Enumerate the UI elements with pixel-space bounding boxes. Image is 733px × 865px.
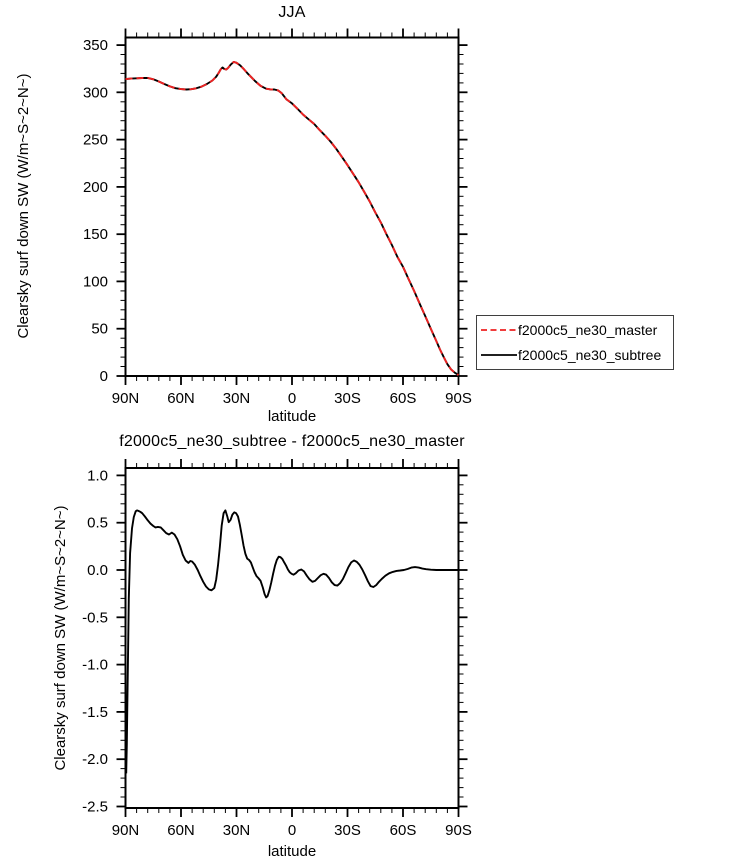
top-chart-x-tick-label: 30N [222, 390, 251, 407]
bottom-chart-x-tick-label: 30S [334, 822, 361, 839]
top-chart-y-tick-label: 250 [82, 131, 108, 149]
top-chart-x-tick-label: 90S [445, 390, 472, 407]
legend-label-master: f2000c5_ne30_master [518, 322, 658, 338]
bottom-chart-y-tick-label: -1.5 [82, 703, 108, 721]
bottom-chart-series-solid [126, 510, 458, 773]
legend-entry-subtree [477, 343, 673, 368]
top-chart-y-tick-label: 300 [82, 84, 108, 102]
solid-black-line-icon [480, 352, 518, 358]
bottom-chart-y-tick-label: -2.5 [82, 798, 108, 816]
bottom-chart-frame [126, 468, 459, 808]
top-chart-x-tick-label: 30S [334, 390, 361, 407]
top-chart-x-axis-label: latitude [267, 408, 317, 425]
top-chart-x-tick-label: 90N [111, 390, 140, 407]
bottom-chart-title: f2000c5_ne30_subtree - f2000c5_ne30_master [119, 433, 465, 450]
top-chart-series-solid [126, 62, 459, 375]
top-chart-y-axis-label: Clearsky surf down SW (W/m~S~2~N~) [15, 73, 32, 339]
bottom-chart-x-tick-label: 60S [389, 822, 417, 839]
bottom-chart-x-tick-label: 60N [167, 822, 195, 839]
bottom-chart-y-axis-label: Clearsky surf down SW (W/m~S~2~N~) [52, 505, 69, 771]
bottom-chart-y-tick-label: -2.0 [82, 751, 108, 769]
top-chart-y-tick-label: 350 [82, 37, 108, 55]
legend-box [476, 315, 674, 370]
bottom-chart-x-axis-label: latitude [267, 843, 317, 860]
bottom-chart-y-tick-label: -0.5 [82, 609, 108, 627]
top-chart-y-tick-label: 50 [91, 320, 108, 338]
top-chart-x-tick-label: 60N [167, 390, 195, 407]
bottom-chart-y-tick-label: -1.0 [82, 656, 108, 674]
top-chart-series-dashed [126, 62, 459, 375]
legend-label-subtree: f2000c5_ne30_subtree [518, 347, 662, 363]
bottom-chart-x-tick-label: 30N [222, 822, 251, 839]
top-chart-x-tick-label: 0 [287, 390, 297, 407]
bottom-chart-y-tick-label: 0.5 [87, 514, 108, 532]
bottom-chart-y-tick-label: 1.0 [87, 467, 108, 485]
top-chart-x-tick-label: 60S [389, 390, 417, 407]
bottom-chart-x-tick-label: 0 [287, 822, 297, 839]
bottom-chart-x-tick-label: 90N [111, 822, 140, 839]
top-chart-y-tick-label: 200 [82, 178, 108, 196]
bottom-chart-x-tick-label: 90S [445, 822, 472, 839]
top-chart-title: JJA [278, 4, 306, 21]
dashed-red-line-icon [480, 327, 518, 333]
top-chart-y-tick-label: 0 [99, 368, 108, 385]
top-chart-y-tick-label: 150 [82, 226, 108, 244]
bottom-chart-y-tick-label: 0.0 [87, 562, 108, 579]
legend-entry-master [477, 318, 673, 343]
top-chart-y-tick-label: 100 [82, 273, 108, 291]
